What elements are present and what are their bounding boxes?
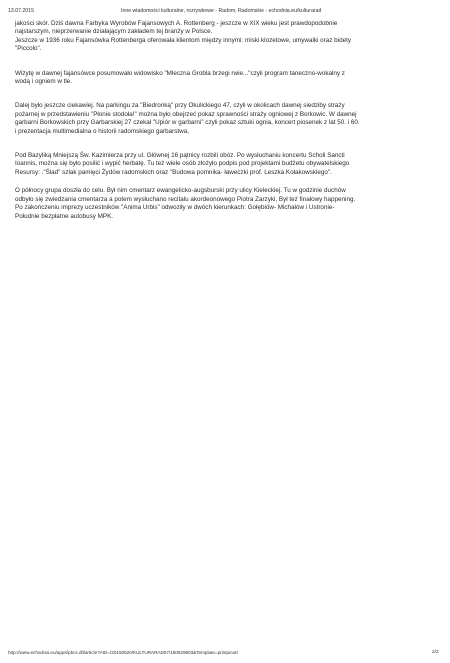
text-line: najstarszym, nieprzerwanie działającym zakładem tej branży w Polsce.	[15, 28, 213, 36]
page-number: 2/2	[432, 650, 439, 655]
text-line: pożarnej w przedstawieniu "Płonie stodoła!" można było obejrzeć pokaz sprawności straży ogniowej z Borkowic. W dawnej	[15, 110, 357, 118]
text-line: garbarni Borkowskich przy Garbarskiej 27 czekał "Upiór w garbarni" czyli pokaz sztuki ognia, koncert piosenek z lat 50. i 60.	[15, 119, 360, 127]
text-line: odbyło się zwiedzania cmentarza a potem wysłuchano recitalu akordeonowego Piotra Zarzyki, Był też finałowy happening.	[15, 195, 356, 203]
text-line: Po zakończeniu imprezy uczestników "Anima Urbis" odwoziły w dwóch kierunkach: Gołębiów- Michałów i Ustronie-	[15, 204, 335, 212]
text-line: O północy grupa doszła do celu. Był nim cmentarz ewangelicko-augsburski przy ulicy Kieleckiej. Tu w godzinie duchów	[15, 187, 346, 195]
text-line: "Piccolo".	[15, 45, 42, 53]
text-line: i prezentacja multimedialna o historii radomskiego garbarstwa,	[15, 127, 189, 135]
paragraph	[15, 102, 439, 136]
page-header-title: Inne wiadomości kulturalne, rozrywkowe - Radom, Radomskie - echodnia.eu/kulturarad	[121, 8, 322, 14]
text-line: Dalej było jeszcze ciekawiej. Na parkingu za "Biedronką" przy Okulickiego 47, czyli w okolicach dawnej siedziby straży	[15, 102, 345, 110]
text-line: Wizytę w dawnej fajansówce posumowało widowisko "Mleczna Grobla brzegi rwie..."czyli program taneczno-wokalny z	[15, 69, 345, 77]
article-content	[15, 20, 439, 229]
text-line: Ioannis, można się było posilić i wypić herbatę. Tu też wiele osób złożyło podpis pod projektami budżetu obywatelskiego	[15, 160, 350, 168]
text-line: Resursy: ."Ślad" szlak pamięci Żydów radomskich oraz "Budowa pomnika- ławeczki prof. Leszka Kołakowskiego".	[15, 168, 332, 176]
paragraph	[15, 70, 439, 87]
page-date: 13.07.2015	[8, 8, 34, 14]
footer-url: http://www.echodnia.eu/apps/pbcs.dll/article?AID=/20150620/KULTURARAD07/150629903&Template=printpicart	[8, 650, 238, 655]
paragraph	[15, 152, 439, 177]
paragraph	[15, 187, 439, 221]
text-line: jakości skór. Dziś dawna Farbyka Wyrobów Fajansowych A. Rottenberg - jeszcze w XIX wieku jest prawdopodobnie	[15, 20, 338, 27]
text-line: Południe bezpłatne autobusy MPK.	[15, 212, 114, 220]
text-line: wodą i ogniem w tle.	[15, 78, 73, 86]
text-line: Jeszcze w 1936 roku Fajansówka Rottenberga oferowała klientom między innymi: miski klozetowe, umywalki oraz bidety	[15, 36, 351, 44]
paragraph	[15, 20, 439, 54]
text-line: Pod Bazyliką Mniejszą Św. Kazimierza przy ul. Głównej 16 pątnicy rozbili obóz. Po wysłuchaniu koncertu Scholi Sancti	[15, 152, 345, 160]
